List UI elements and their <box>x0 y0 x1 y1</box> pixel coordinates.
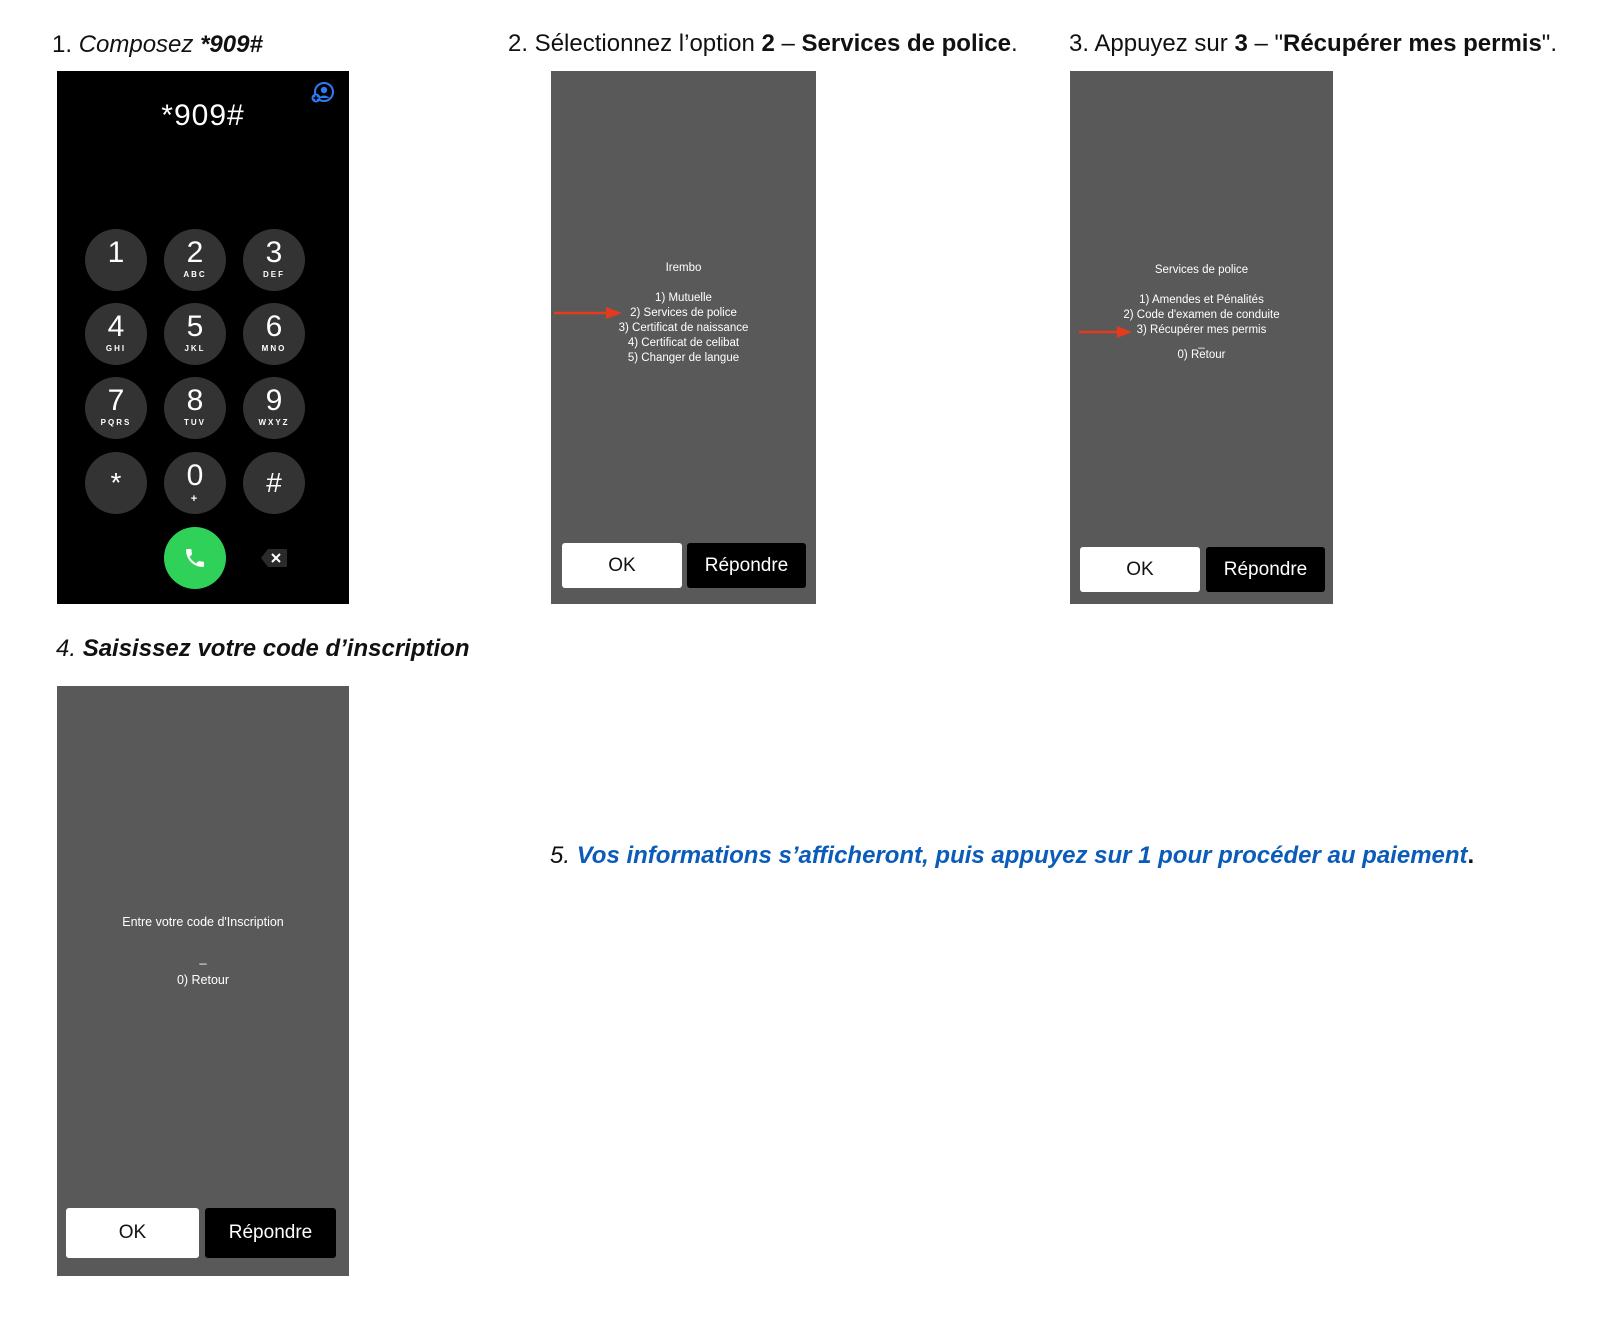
separator: _ <box>1198 337 1205 349</box>
key-digit: * <box>110 467 122 498</box>
key-digit: 4 <box>107 310 125 343</box>
key-digit: # <box>266 467 282 498</box>
step-2-caption <box>508 29 1018 59</box>
key-letters: TUV <box>184 418 206 427</box>
key-digit: 6 <box>265 310 283 343</box>
step-2-option: Services de police <box>801 30 1011 57</box>
dialer-screen <box>57 71 349 604</box>
menu-option: 1) Mutuelle <box>655 292 712 304</box>
registration-code-screen <box>57 686 349 1276</box>
menu-option: 4) Certificat de celibat <box>627 337 740 349</box>
step-2-text: 2. Sélectionnez l’option <box>508 30 762 57</box>
key-7[interactable] <box>85 377 147 439</box>
back-option: 0) Retour <box>1177 349 1226 361</box>
red-arrow-icon <box>1079 324 1133 340</box>
key-1[interactable] <box>85 229 147 291</box>
key-letters: GHI <box>105 344 127 353</box>
menu-option: 3) Certificat de naissance <box>618 322 749 334</box>
key-digit: 2 <box>186 236 204 269</box>
step-3-option: Récupérer mes permis <box>1283 30 1542 57</box>
ok-button[interactable]: OK <box>1080 547 1200 592</box>
key-letters: DEF <box>263 270 285 279</box>
menu-text <box>1070 263 1333 363</box>
menu-option: 5) Changer de langue <box>627 352 740 364</box>
step-2-number: 2 <box>761 30 775 57</box>
irembo-menu-screen <box>551 71 816 604</box>
step-1-number: 1. <box>52 31 73 58</box>
ok-button[interactable]: OK <box>66 1208 199 1258</box>
step-5-number: 5. <box>550 842 577 869</box>
menu-option: 2) Code d'examen de conduite <box>1123 309 1280 321</box>
step-4-text: Saisissez votre code d’inscription <box>82 635 470 662</box>
key-digit: 3 <box>265 236 283 269</box>
phone-icon <box>183 546 207 570</box>
key-4[interactable] <box>85 303 147 365</box>
step-3-end: ". <box>1541 30 1557 57</box>
key-digit: 5 <box>186 310 204 343</box>
key-letters: MNO <box>261 344 287 353</box>
step-1-code: *909# <box>200 31 263 58</box>
step-1-caption <box>52 30 263 60</box>
backspace-icon[interactable] <box>260 548 288 568</box>
input-cursor[interactable]: _ <box>199 951 207 965</box>
key-5[interactable] <box>164 303 226 365</box>
step-5-text: Vos informations s’afficheront, puis appuyez sur 1 pour procéder au paiement <box>576 842 1468 869</box>
step-4-number: 4. <box>56 635 83 662</box>
step-2-period: . <box>1011 30 1018 57</box>
key-6[interactable] <box>243 303 305 365</box>
step-5-caption <box>550 841 1474 871</box>
dialed-number: *909# <box>161 99 245 132</box>
add-contact-icon[interactable] <box>311 81 335 105</box>
key-star[interactable] <box>85 452 147 514</box>
prompt-text <box>57 914 349 988</box>
menu-option: 2) Services de police <box>630 307 737 319</box>
key-digit: 9 <box>265 384 283 417</box>
reply-button[interactable]: Répondre <box>687 543 806 588</box>
key-9[interactable] <box>243 377 305 439</box>
ok-button[interactable]: OK <box>562 543 682 588</box>
prompt-title: Entre votre code d'Inscription <box>122 915 284 929</box>
key-digit: 0 <box>186 459 204 492</box>
menu-option: 3) Récupérer mes permis <box>1136 324 1267 336</box>
key-digit: 8 <box>186 384 204 417</box>
menu-title: Irembo <box>665 262 702 274</box>
menu-title: Services de police <box>1154 264 1249 276</box>
back-option: 0) Retour <box>176 973 230 987</box>
key-letters: + <box>190 493 200 505</box>
key-0[interactable] <box>164 452 226 514</box>
step-3-text: 3. Appuyez sur <box>1069 30 1235 57</box>
call-button[interactable] <box>164 527 226 589</box>
key-letters: JKL <box>184 344 206 353</box>
red-arrow-icon <box>554 305 624 321</box>
step-3-number: 3 <box>1234 30 1248 57</box>
step-2-dash: – <box>774 30 802 57</box>
key-letters: PQRS <box>100 418 132 427</box>
step-1-text: Composez <box>78 31 201 58</box>
step-3-caption <box>1069 29 1557 59</box>
key-digit: 7 <box>107 384 125 417</box>
reply-button[interactable]: Répondre <box>1206 547 1325 592</box>
step-5-period: . <box>1467 842 1475 869</box>
key-8[interactable] <box>164 377 226 439</box>
key-letters: ABC <box>183 270 207 279</box>
key-3[interactable] <box>243 229 305 291</box>
key-hash[interactable] <box>243 452 305 514</box>
police-services-screen <box>1070 71 1333 604</box>
menu-option: 1) Amendes et Pénalités <box>1139 294 1264 306</box>
step-3-dash: – " <box>1247 30 1283 57</box>
reply-button[interactable]: Répondre <box>205 1208 336 1258</box>
step-4-caption <box>56 634 469 664</box>
key-2[interactable] <box>164 229 226 291</box>
key-letters: WXYZ <box>258 418 290 427</box>
key-digit: 1 <box>107 236 125 269</box>
